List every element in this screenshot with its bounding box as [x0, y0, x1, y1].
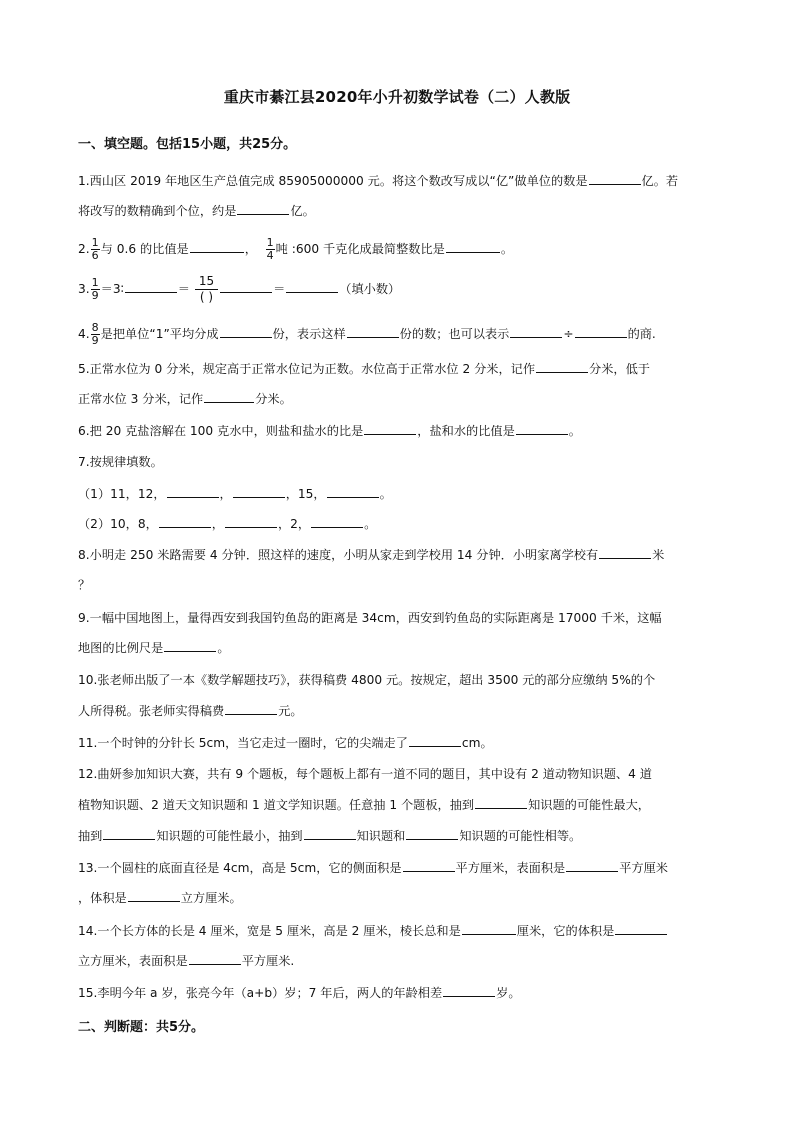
answer-blank[interactable]: [311, 516, 363, 528]
answer-blank[interactable]: [128, 890, 180, 902]
question-15: 15.李明今年 a 岁，张亮今年（a+b）岁；7 年后，两人的年龄相差 岁。: [78, 986, 521, 1000]
answer-blank[interactable]: [125, 281, 177, 293]
answer-blank[interactable]: [204, 391, 254, 403]
answer-blank[interactable]: [462, 923, 516, 935]
answer-blank[interactable]: [164, 640, 216, 652]
answer-blank[interactable]: [446, 241, 500, 253]
answer-blank[interactable]: [599, 547, 651, 559]
answer-blank[interactable]: [220, 281, 272, 293]
answer-blank[interactable]: [406, 828, 458, 840]
answer-blank[interactable]: [403, 860, 455, 872]
answer-blank[interactable]: [286, 281, 338, 293]
answer-blank[interactable]: [327, 486, 379, 498]
section-heading-fill-in: 一、填空题。包括15小题，共25分。: [78, 137, 297, 152]
question-2: 2. $\frac{1}{6}$ 与 0.6 的比值是 ， $\frac{1}{4}$ 吨 :600 千克化成最简整数比是 。: [78, 236, 514, 262]
answer-blank[interactable]: [233, 486, 285, 498]
answer-blank[interactable]: [566, 860, 618, 872]
fraction: $\frac{1}{6}$: [91, 236, 99, 262]
answer-blank[interactable]: [475, 797, 527, 809]
answer-blank[interactable]: [237, 203, 289, 215]
fraction: $\frac{1}{4}$: [266, 236, 274, 262]
question-3: 3. $\frac{1}{9}$ ＝3∶ ＝ $\frac{15}{( )}$ ＝ （填小数）: [78, 274, 401, 304]
question-12-line-3: 抽到 知识题的可能性最小，抽到 知识题和 知识题的可能性相等。: [78, 829, 582, 843]
answer-blank[interactable]: [589, 173, 641, 185]
answer-blank[interactable]: [364, 423, 416, 435]
section-heading-true-false: 二、判断题：共5分。: [78, 1020, 205, 1035]
question-14-line-1: 14.一个长方体的长是 4 厘米，宽是 5 厘米，高是 2 厘米，棱长总和是 厘米，它的体积是: [78, 923, 728, 939]
page-title: 重庆市綦江县2020年小升初数学试卷（二）人教版: [223, 88, 571, 106]
answer-blank[interactable]: [225, 703, 277, 715]
question-5-line-1: 5.正常水位为 0 分米，规定高于正常水位记为正数。水位高于正常水位 2 分米，记作 分米，低于: [78, 362, 650, 376]
fraction: $\frac{1}{9}$: [91, 276, 99, 302]
question-10-line-2: 人所得税。张老师实得稿费 元。: [78, 704, 303, 718]
answer-blank[interactable]: [615, 923, 667, 935]
answer-blank[interactable]: [189, 953, 241, 965]
question-11: 11.一个时钟的分针长 5cm，当它走过一圈时，它的尖端走了 cm。: [78, 736, 493, 750]
question-7-part-2: （2）10，8， ， ，2， 。: [78, 517, 377, 531]
question-5-line-2: 正常水位 3 分米，记作 分米。: [78, 392, 292, 406]
question-6: 6.把 20 克盐溶解在 100 克水中，则盐和盐水的比是 ，盐和水的比值是 。: [78, 424, 581, 438]
answer-blank[interactable]: [225, 516, 277, 528]
question-7-part-1: （1）11，12， ， ，15， 。: [78, 487, 392, 501]
answer-blank[interactable]: [103, 828, 155, 840]
answer-blank[interactable]: [516, 423, 568, 435]
question-13-line-2: ，体积是 立方厘米。: [78, 891, 242, 905]
fraction: $\frac{15}{( )}$: [195, 274, 218, 305]
answer-blank[interactable]: [510, 326, 562, 338]
question-9-line-1: 9.一幅中国地图上，量得西安到我国钓鱼岛的距离是 34cm，西安到钓鱼岛的实际距离是 17000 千米，这幅: [78, 611, 662, 625]
fraction: $\frac{8}{9}$: [91, 321, 99, 347]
question-12-line-2: 植物知识题、2 道天文知识题和 1 道文学知识题。任意抽 1 个题板，抽到 知识题的可能性最大，: [78, 798, 650, 812]
answer-blank[interactable]: [409, 735, 461, 747]
question-12-line-1: 12.曲妍参加知识大赛，共有 9 个题板，每个题板上都有一道不同的题目，其中设有 2 道动物知识题、4 道: [78, 767, 652, 781]
question-1-line-2: 将改写的数精确到个位，约是 亿。: [78, 204, 315, 218]
question-7-heading: 7.按规律填数。: [78, 455, 163, 469]
question-4: 4. $\frac{8}{9}$ 是把单位“1”平均分成 份，表示这样 份的数；也可以表示 ÷ 的商.: [78, 321, 656, 347]
question-8-line-1: 8.小明走 250 米路需要 4 分钟．照这样的速度，小明从家走到学校用 14 分钟．小明家离学校有 米: [78, 548, 665, 562]
question-1-line-1: 1.西山区 2019 年地区生产总值完成 85905000000 元。将这个数改写成以“亿”做单位的数是 亿。若: [78, 174, 679, 188]
answer-blank[interactable]: [304, 828, 356, 840]
answer-blank[interactable]: [575, 326, 627, 338]
question-14-line-2: 立方厘米，表面积是 平方厘米.: [78, 954, 295, 968]
answer-blank[interactable]: [167, 486, 219, 498]
answer-blank[interactable]: [536, 361, 588, 373]
answer-blank[interactable]: [190, 241, 244, 253]
question-9-line-2: 地图的比例尺是 。: [78, 641, 230, 655]
answer-blank[interactable]: [443, 985, 495, 997]
answer-blank[interactable]: [220, 326, 272, 338]
question-8-line-2: ？: [78, 578, 91, 592]
answer-blank[interactable]: [159, 516, 211, 528]
question-13-line-1: 13.一个圆柱的底面直径是 4cm，高是 5cm，它的侧面积是 平方厘米，表面积是 平方厘米: [78, 861, 668, 875]
answer-blank[interactable]: [347, 326, 399, 338]
question-10-line-1: 10.张老师出版了一本《数学解题技巧》，获得稿费 4800 元。按规定，超出 3500 元的部分应缴纳 5%的个: [78, 673, 656, 687]
